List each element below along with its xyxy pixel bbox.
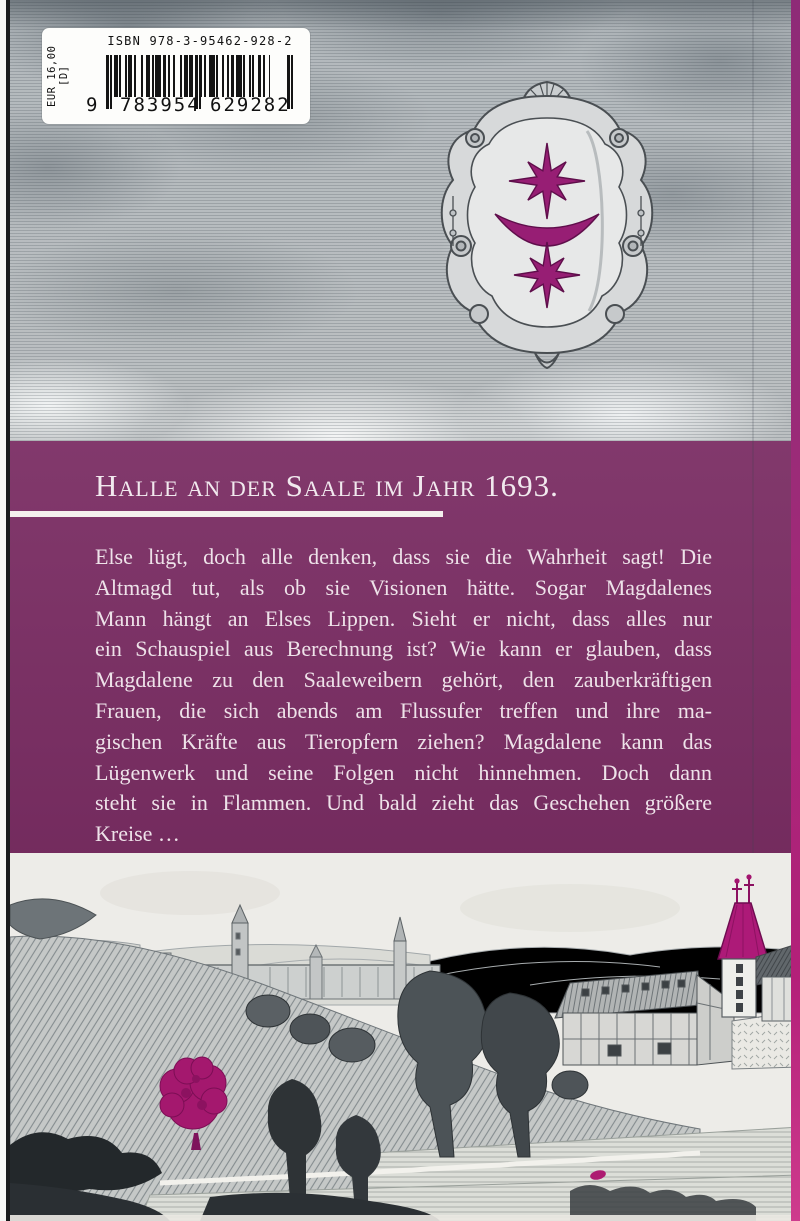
landscape-engraving	[10, 853, 800, 1221]
blurb-line: Altmagd tut, als ob sie Visionen hätte. Sogar Magdalenes	[95, 574, 712, 600]
blurb-line: Mann hängt an Elses Lippen. Sieht er nicht, dass alles nur	[95, 605, 712, 631]
spine-edge-strip	[791, 0, 800, 1221]
scan-edge-line	[6, 0, 10, 1221]
blurb-line: Kreise …	[95, 821, 180, 847]
blurb-band	[10, 441, 800, 853]
isbn-label: ISBN 978-3-95462-928-2	[107, 34, 293, 48]
cartouche-emblem	[437, 76, 657, 376]
book-blurb	[95, 542, 712, 850]
cover-crease	[752, 0, 754, 853]
blurb-line: Lügenwerk und seine Folgen nicht hinnehmen. Doch dann	[95, 759, 712, 785]
blurb-line: steht sie in Flammen. Und bald zieht das Geschehen größere	[95, 790, 712, 816]
barcode-bars	[114, 55, 274, 97]
blurb-line: ein Schauspiel aus Berechnung ist? Wie kann er glauben, dass	[95, 636, 712, 662]
blurb-line: gischen Kräfte aus Tieropfern ziehen? Magdalene kann das	[95, 728, 712, 754]
barcode-label	[42, 28, 310, 124]
barcode-digit-lead: 9	[86, 94, 100, 116]
barcode-digits-group: 629282	[210, 94, 291, 116]
blurb-line: Frauen, die sich abends am Flussufer treffen und ihre ma-	[95, 697, 712, 723]
price-label: EUR 16,00 [D]	[46, 45, 70, 107]
barn	[555, 971, 734, 1065]
book-tagline: Halle an der Saale im Jahr 1693.	[95, 468, 559, 503]
blurb-line: Else lügt, doch alle denken, dass sie die Wahrheit sagt! Die	[95, 544, 712, 569]
scan-edge-bottom	[0, 1215, 800, 1221]
blurb-line: Magdalene zu den Saaleweibern gehört, den zauberkräftigen	[95, 667, 712, 693]
divider-rule	[10, 511, 443, 517]
barcode-digits-group: 783954	[120, 94, 201, 116]
